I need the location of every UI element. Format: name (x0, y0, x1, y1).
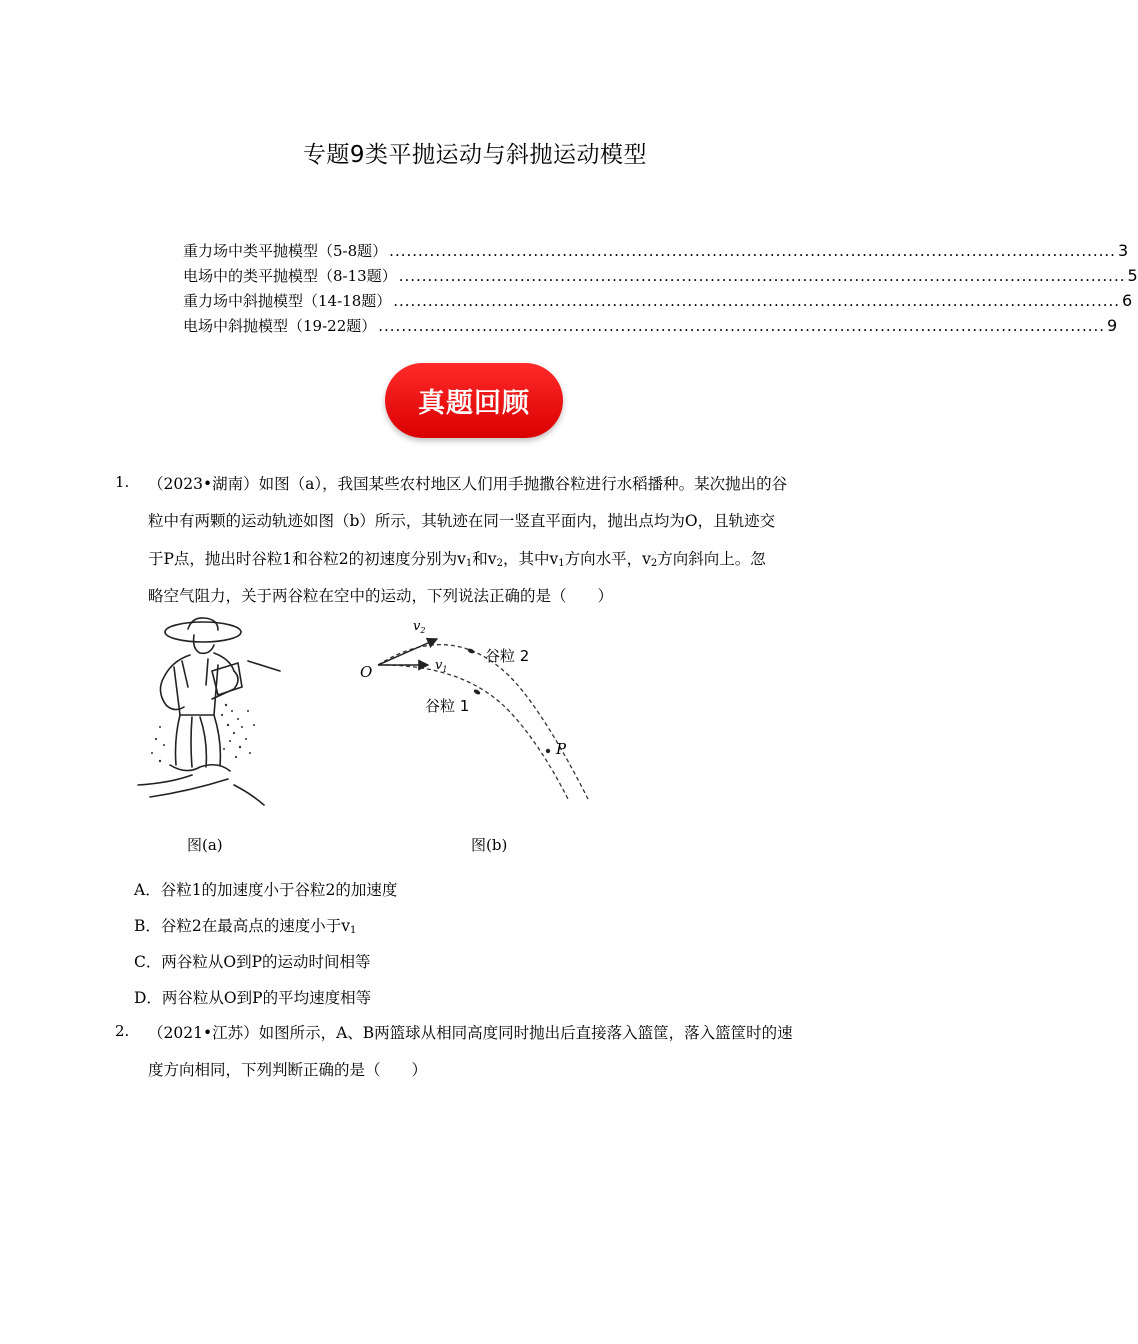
toc-leader: .............................................................................................................................. (398, 267, 1126, 285)
grain-1-dot (473, 689, 481, 696)
toc-label: 重力场中斜抛模型（14-18题） (183, 292, 392, 310)
text-fragment: ，其中v (502, 550, 559, 568)
trajectory-diagram (355, 612, 605, 812)
grain-2-label: 谷粒 2 (485, 647, 530, 665)
toc-entry[interactable] (183, 290, 1133, 314)
toc-page: 6 (1122, 291, 1133, 310)
question-number: 2. (115, 1022, 130, 1040)
question-text-line: 粒中有两颗的运动轨迹如图（b）所示，其轨迹在同一竖直平面内，抛出点均为O，且轨迹交 (148, 512, 776, 530)
v2-label: $v_2$ (413, 619, 426, 635)
toc-page: 5 (1127, 266, 1138, 285)
trajectory-grain-1 (378, 665, 568, 799)
figure-a-caption: 图(a) (187, 836, 223, 854)
figure-b-caption: 图(b) (471, 836, 508, 854)
point-p-label: P (556, 740, 567, 758)
page-title: 专题9类平抛运动与斜抛运动模型 (302, 142, 648, 168)
v1-label: $v_1$ (435, 658, 448, 674)
subscript: 2 (496, 558, 503, 569)
toc-page: 3 (1117, 241, 1129, 260)
option-a[interactable]: A．谷粒1的加速度小于谷粒2的加速度 (134, 881, 398, 899)
velocity-v2-arrow (378, 639, 437, 665)
toc-page: 9 (1107, 316, 1118, 335)
subscript: 2 (650, 558, 658, 569)
toc-label: 电场中的类平抛模型（8-13题） (183, 267, 397, 285)
question-number: 1. (115, 473, 130, 491)
section-badge: 真题回顾 (385, 363, 563, 438)
point-p-dot (546, 749, 550, 753)
subscript: 1 (465, 558, 473, 569)
farmer-sketch-figure (130, 615, 285, 815)
subscript: 1 (558, 558, 565, 569)
toc-label: 重力场中类平抛模型（5-8题） (183, 242, 388, 260)
toc-entry[interactable] (183, 240, 1129, 264)
question-text-line: （2021•江苏）如图所示，A、B两篮球从相同高度同时抛出后直接落入篮筐，落入篮筐时的速 (148, 1024, 793, 1042)
text-fragment: 方向水平，v (564, 550, 651, 568)
text-fragment: 于P点，抛出时谷粒1和谷粒2的初速度分别为v (148, 550, 466, 568)
question-text-line: 度方向相同，下列判断正确的是（ ） (148, 1061, 428, 1079)
toc-leader: .............................................................................................................................. (378, 317, 1106, 335)
question-text-line: （2023•湖南）如图（a），我国某些农村地区人们用手抛撒谷粒进行水稻播种。某次抛出的谷 (148, 475, 788, 493)
option-text: B．谷粒2在最高点的速度小于v (134, 917, 351, 935)
toc-label: 电场中斜抛模型（19-22题） (183, 317, 377, 335)
toc-entry[interactable] (183, 315, 1118, 339)
subscript: 1 (350, 925, 357, 936)
option-d[interactable]: D．两谷粒从O到P的平均速度相等 (134, 989, 372, 1007)
question-text-line: 略空气阻力，关于两谷粒在空中的运动，下列说法正确的是（ ） (148, 587, 614, 605)
toc-leader: .............................................................................................................................. (393, 292, 1121, 310)
grain-1-label: 谷粒 1 (425, 697, 470, 715)
option-c[interactable]: C．两谷粒从O到P的运动时间相等 (134, 953, 371, 971)
origin-label: O (360, 663, 373, 681)
question-text-line (148, 547, 766, 569)
text-fragment: 和v (472, 550, 497, 568)
toc-entry[interactable] (183, 265, 1138, 289)
toc-leader: .............................................................................................................................. (389, 242, 1116, 260)
option-b[interactable] (134, 914, 356, 936)
trajectory-grain-2 (378, 645, 588, 799)
text-fragment: 方向斜向上。忽 (657, 550, 766, 568)
